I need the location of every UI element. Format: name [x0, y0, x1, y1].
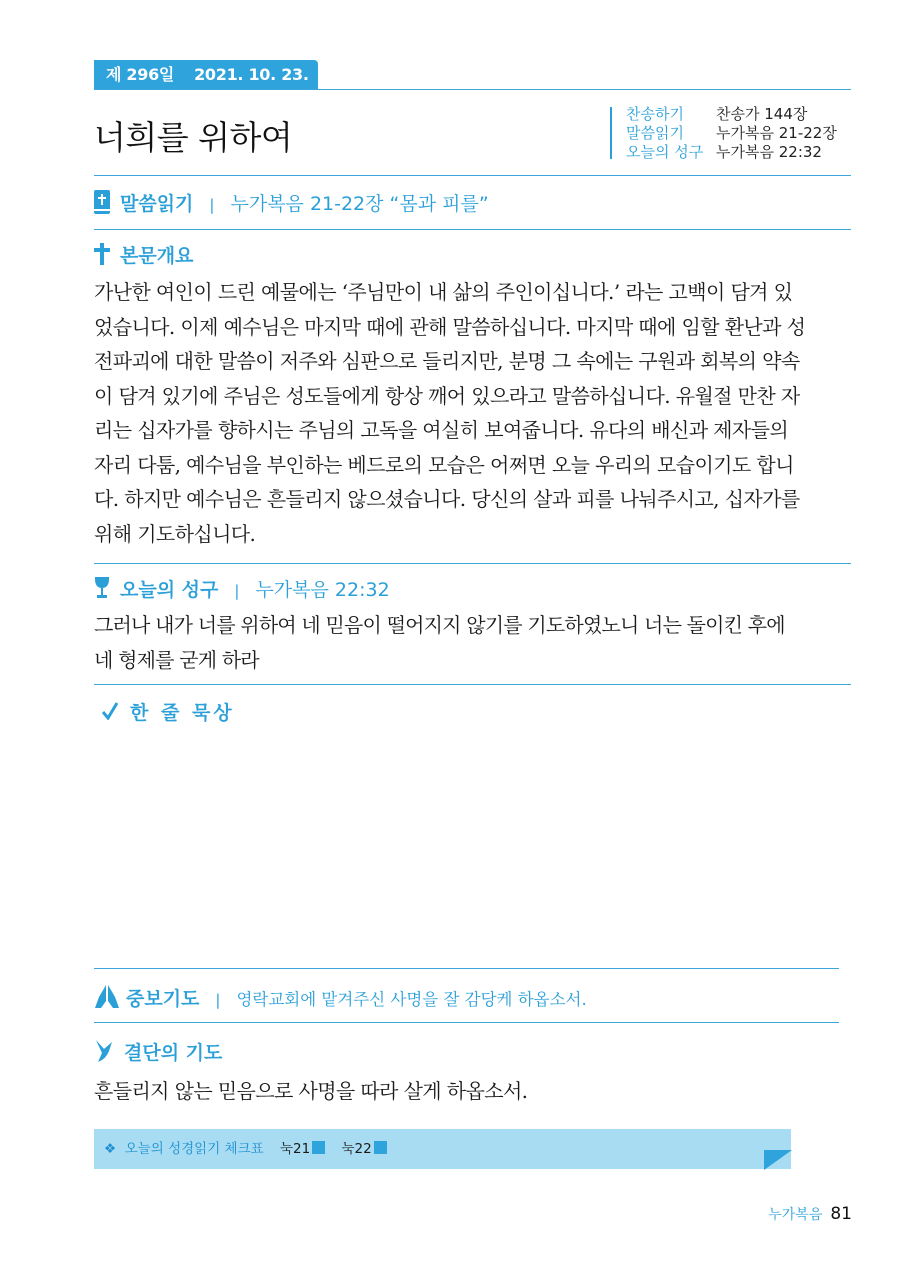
side-info-row	[626, 105, 837, 124]
verse-section-heading	[94, 575, 390, 605]
verse-reference: 누가복음 22:32	[255, 579, 390, 601]
resolution-section-heading	[94, 1038, 222, 1068]
page-title: 너희를 위하여	[94, 118, 293, 157]
verse-line: 네 형제를 굳게 하라	[94, 647, 259, 672]
chalice-icon	[94, 576, 110, 605]
summary-line: 위해 기도하십니다.	[94, 521, 256, 546]
separator: |	[209, 196, 215, 214]
praying-hands-icon	[94, 985, 120, 1014]
section-rule	[94, 1022, 839, 1023]
cross-icon	[94, 243, 110, 270]
section-rule	[94, 563, 851, 564]
reading-checklist	[94, 1129, 791, 1169]
checkbox[interactable]	[312, 1141, 325, 1154]
page-footer	[768, 1204, 852, 1224]
section-rule	[94, 229, 851, 230]
section-rule	[94, 968, 839, 969]
bible-icon	[94, 190, 110, 219]
side-info-row	[626, 124, 837, 143]
checklist-title: 오늘의 성경읽기 체크표	[124, 1141, 264, 1157]
checkbox[interactable]	[374, 1141, 387, 1154]
checklist-item	[342, 1141, 387, 1157]
verse-heading: 오늘의 성구	[120, 579, 219, 601]
meditation-section-heading	[102, 698, 235, 725]
summary-line: 전파괴에 대한 말씀이 저주와 심판으로 들리지만, 분명 그 속에는 구원과 회복의 약속	[94, 349, 800, 373]
separator: |	[215, 991, 221, 1009]
summary-heading: 본문개요	[120, 245, 194, 267]
reading-heading: 말씀읽기	[120, 193, 194, 215]
checklist-item	[280, 1141, 325, 1157]
section-rule	[94, 684, 851, 685]
header-rule	[94, 89, 851, 90]
checklist-item-label: 눅22	[341, 1141, 372, 1157]
day-date: 2021. 10. 23. 토	[106, 65, 309, 113]
side-info-value: 누가복음 21-22장	[716, 124, 837, 142]
summary-line: 었습니다. 이제 예수님은 마지막 때에 관해 말씀하십니다. 마지막 때에 임할 환난과 성	[94, 314, 806, 339]
summary-section-heading	[94, 241, 193, 270]
page-number: 81	[830, 1204, 852, 1224]
side-info-label: 말씀읽기	[626, 124, 684, 142]
summary-line: 이 담겨 있기에 주님은 성도들에게 항상 깨어 있으라고 말씀하십니다. 유월절 만찬 자	[94, 383, 800, 408]
summary-line: 가난한 여인이 드린 예물에는 ‘주님만이 내 삶의 주인이십니다.’ 라는 고백이 담겨 있	[94, 280, 793, 304]
intercession-heading: 중보기도	[126, 988, 200, 1010]
meditation-heading: 한 줄 묵상	[130, 702, 235, 724]
summary-line: 리는 십자가를 향하시는 주님의 고독을 여실히 보여줍니다. 유다의 배신과 제자들의	[94, 418, 789, 442]
dove-icon	[94, 1039, 114, 1068]
side-info-divider	[610, 107, 612, 159]
day-tab	[94, 60, 318, 113]
page-corner-fold-icon	[764, 1150, 792, 1174]
side-info-value: 찬송가 144장	[716, 105, 808, 123]
footer-book: 누가복음	[768, 1207, 823, 1223]
reading-reference: 누가복음 21-22장 “몸과 피를”	[230, 193, 489, 215]
day-number: 제 296일	[106, 65, 175, 84]
side-info-row	[626, 143, 837, 162]
check-icon	[102, 702, 118, 725]
reading-section-heading	[94, 189, 489, 219]
intercession-text: 영락교회에 맡겨주신 사명을 잘 감당케 하옵소서.	[236, 990, 587, 1009]
resolution-text: 흔들리지 않는 믿음으로 사명을 따라 살게 하옵소서.	[94, 1079, 528, 1103]
verse-text	[94, 608, 851, 677]
summary-line: 다. 하지만 예수님은 흔들리지 않으셨습니다. 당신의 살과 피를 나눠주시고, 십자가를	[94, 487, 800, 511]
checklist-lead: ❖ 오늘의 성경읽기 체크표	[104, 1141, 264, 1157]
resolution-heading: 결단의 기도	[124, 1042, 223, 1064]
summary-text	[94, 275, 851, 551]
side-info-label: 찬송하기	[626, 105, 684, 123]
section-rule	[94, 175, 851, 176]
side-info-label: 오늘의 성구	[626, 143, 704, 161]
checklist-item-label: 눅21	[279, 1141, 311, 1157]
intercession-section-heading	[94, 984, 587, 1014]
verse-line: 그러나 내가 너를 위하여 네 믿음이 떨어지지 않기를 기도하였노니 너는 돌이킨 후에	[94, 613, 785, 637]
summary-line: 자리 다툼, 예수님을 부인하는 베드로의 모습은 어쩌면 오늘 우리의 모습이기도 합니	[94, 452, 794, 477]
side-info	[626, 105, 837, 162]
separator: |	[234, 582, 240, 600]
side-info-value: 누가복음 22:32	[716, 143, 822, 161]
